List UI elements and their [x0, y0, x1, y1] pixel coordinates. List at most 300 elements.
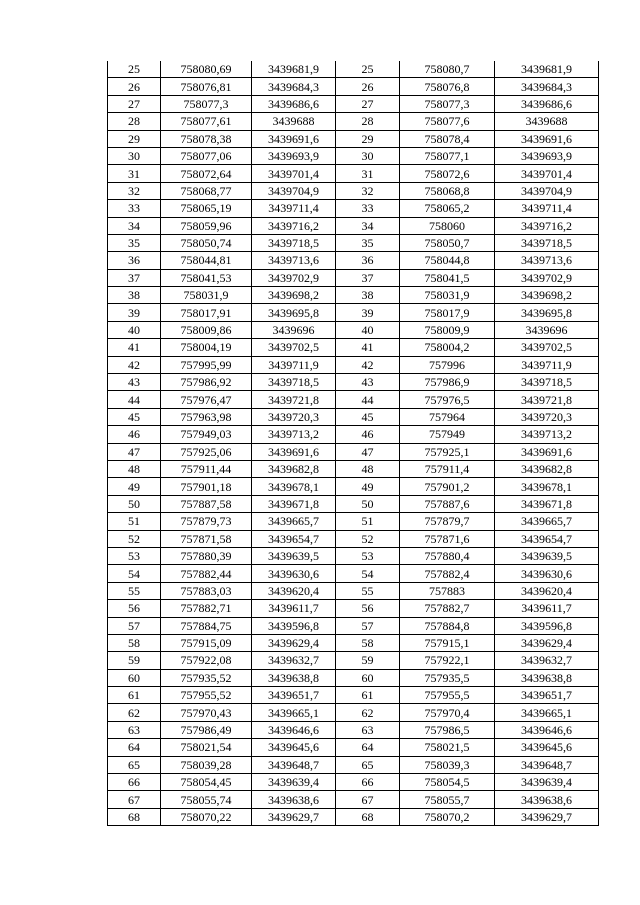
- point-number-cell: 49: [336, 478, 400, 495]
- table-row: [108, 113, 336, 130]
- point-number-cell: 68: [108, 808, 161, 825]
- y-coordinate-cell: 3439678,1: [495, 478, 599, 495]
- point-number-cell: 31: [108, 165, 161, 182]
- table-row: [108, 374, 336, 391]
- point-number-cell: 38: [108, 287, 161, 304]
- x-coordinate-cell: 757883: [400, 582, 495, 599]
- table-row: [336, 756, 599, 773]
- table-row: [336, 721, 599, 738]
- y-coordinate-cell: 3439629,4: [252, 634, 336, 651]
- x-coordinate-cell: 758077,1: [400, 147, 495, 164]
- table-row: [108, 478, 336, 495]
- table-row: [336, 478, 599, 495]
- point-number-cell: 38: [336, 287, 400, 304]
- x-coordinate-cell: 758055,74: [161, 791, 252, 808]
- y-coordinate-cell: 3439695,8: [252, 304, 336, 321]
- point-number-cell: 67: [336, 791, 400, 808]
- table-row: [108, 669, 336, 686]
- table-row: [336, 617, 599, 634]
- x-coordinate-cell: 757880,4: [400, 547, 495, 564]
- point-number-cell: 55: [108, 582, 161, 599]
- table-row: [108, 652, 336, 669]
- point-number-cell: 46: [336, 426, 400, 443]
- point-number-cell: 51: [336, 513, 400, 530]
- y-coordinate-cell: 3439688: [252, 113, 336, 130]
- point-number-cell: 40: [336, 321, 400, 338]
- y-coordinate-cell: 3439629,4: [495, 634, 599, 651]
- x-coordinate-cell: 757995,99: [161, 356, 252, 373]
- y-coordinate-cell: 3439671,8: [252, 495, 336, 512]
- x-coordinate-cell: 757879,7: [400, 513, 495, 530]
- table-row: [336, 95, 599, 112]
- x-coordinate-cell: 758068,8: [400, 182, 495, 199]
- table-row: [108, 269, 336, 286]
- y-coordinate-cell: 3439704,9: [252, 182, 336, 199]
- point-number-cell: 56: [108, 600, 161, 617]
- point-number-cell: 50: [336, 495, 400, 512]
- point-number-cell: 58: [108, 634, 161, 651]
- point-number-cell: 25: [108, 61, 161, 78]
- y-coordinate-cell: 3439596,8: [252, 617, 336, 634]
- x-coordinate-cell: 757925,06: [161, 443, 252, 460]
- point-number-cell: 53: [336, 547, 400, 564]
- point-number-cell: 47: [336, 443, 400, 460]
- table-row: [336, 217, 599, 234]
- table-row: [336, 704, 599, 721]
- x-coordinate-cell: 757922,08: [161, 652, 252, 669]
- point-number-cell: 48: [108, 460, 161, 477]
- y-coordinate-cell: 3439693,9: [252, 147, 336, 164]
- y-coordinate-cell: 3439639,5: [495, 547, 599, 564]
- x-coordinate-cell: 758077,6: [400, 113, 495, 130]
- point-number-cell: 25: [336, 61, 400, 78]
- y-coordinate-cell: 3439671,8: [495, 495, 599, 512]
- x-coordinate-cell: 757976,47: [161, 391, 252, 408]
- point-number-cell: 45: [108, 408, 161, 425]
- table-row: [336, 182, 599, 199]
- y-coordinate-cell: 3439639,5: [252, 547, 336, 564]
- table-row: [336, 739, 599, 756]
- y-coordinate-cell: 3439665,1: [495, 704, 599, 721]
- y-coordinate-cell: 3439701,4: [495, 165, 599, 182]
- point-number-cell: 51: [108, 513, 161, 530]
- table-row: [336, 356, 599, 373]
- point-number-cell: 68: [336, 808, 400, 825]
- y-coordinate-cell: 3439711,9: [252, 356, 336, 373]
- y-coordinate-cell: 3439693,9: [495, 147, 599, 164]
- x-coordinate-cell: 757871,6: [400, 530, 495, 547]
- point-number-cell: 63: [108, 721, 161, 738]
- table-row: [108, 634, 336, 651]
- y-coordinate-cell: 3439620,4: [495, 582, 599, 599]
- x-coordinate-cell: 757922,1: [400, 652, 495, 669]
- x-coordinate-cell: 757955,52: [161, 687, 252, 704]
- y-coordinate-cell: 3439638,6: [252, 791, 336, 808]
- table-row: [108, 565, 336, 582]
- x-coordinate-cell: 758009,9: [400, 321, 495, 338]
- table-row: [336, 304, 599, 321]
- x-coordinate-cell: 758078,4: [400, 130, 495, 147]
- x-coordinate-cell: 757963,98: [161, 408, 252, 425]
- y-coordinate-cell: 3439639,4: [495, 774, 599, 791]
- point-number-cell: 26: [336, 78, 400, 95]
- y-coordinate-cell: 3439611,7: [495, 600, 599, 617]
- y-coordinate-cell: 3439698,2: [252, 287, 336, 304]
- x-coordinate-cell: 757911,4: [400, 460, 495, 477]
- point-number-cell: 46: [108, 426, 161, 443]
- y-coordinate-cell: 3439720,3: [495, 408, 599, 425]
- point-number-cell: 28: [108, 113, 161, 130]
- point-number-cell: 36: [336, 252, 400, 269]
- x-coordinate-cell: 758017,91: [161, 304, 252, 321]
- point-number-cell: 37: [108, 269, 161, 286]
- table-row: [108, 304, 336, 321]
- y-coordinate-cell: 3439630,6: [495, 565, 599, 582]
- y-coordinate-cell: 3439646,6: [495, 721, 599, 738]
- point-number-cell: 66: [336, 774, 400, 791]
- x-coordinate-cell: 757882,7: [400, 600, 495, 617]
- table-row: [108, 791, 336, 808]
- table-body: [108, 61, 336, 826]
- point-number-cell: 44: [336, 391, 400, 408]
- x-coordinate-cell: 758072,64: [161, 165, 252, 182]
- x-coordinate-cell: 758004,2: [400, 339, 495, 356]
- table-body: [336, 61, 599, 826]
- y-coordinate-cell: 3439718,5: [495, 374, 599, 391]
- table-row: [108, 600, 336, 617]
- point-number-cell: 66: [108, 774, 161, 791]
- x-coordinate-cell: 758021,54: [161, 739, 252, 756]
- table-row: [108, 460, 336, 477]
- x-coordinate-cell: 757884,75: [161, 617, 252, 634]
- point-number-cell: 35: [108, 234, 161, 251]
- point-number-cell: 57: [336, 617, 400, 634]
- y-coordinate-cell: 3439696: [495, 321, 599, 338]
- x-coordinate-cell: 758072,6: [400, 165, 495, 182]
- y-coordinate-cell: 3439702,5: [495, 339, 599, 356]
- x-coordinate-cell: 758054,45: [161, 774, 252, 791]
- x-coordinate-cell: 757901,18: [161, 478, 252, 495]
- y-coordinate-cell: 3439711,9: [495, 356, 599, 373]
- x-coordinate-cell: 758039,28: [161, 756, 252, 773]
- y-coordinate-cell: 3439691,6: [495, 443, 599, 460]
- x-coordinate-cell: 757986,92: [161, 374, 252, 391]
- table-row: [336, 269, 599, 286]
- y-coordinate-cell: 3439684,3: [495, 78, 599, 95]
- table-row: [108, 513, 336, 530]
- point-number-cell: 33: [108, 200, 161, 217]
- x-coordinate-cell: 758077,06: [161, 147, 252, 164]
- y-coordinate-cell: 3439721,8: [252, 391, 336, 408]
- table-row: [336, 460, 599, 477]
- y-coordinate-cell: 3439648,7: [495, 756, 599, 773]
- x-coordinate-cell: 758017,9: [400, 304, 495, 321]
- y-coordinate-cell: 3439713,6: [252, 252, 336, 269]
- y-coordinate-cell: 3439654,7: [252, 530, 336, 547]
- table-row: [336, 287, 599, 304]
- point-number-cell: 42: [336, 356, 400, 373]
- x-coordinate-cell: 757911,44: [161, 460, 252, 477]
- table-row: [336, 634, 599, 651]
- table-row: [336, 669, 599, 686]
- y-coordinate-cell: 3439665,7: [495, 513, 599, 530]
- table-row: [336, 652, 599, 669]
- x-coordinate-cell: 757949: [400, 426, 495, 443]
- y-coordinate-cell: 3439665,7: [252, 513, 336, 530]
- y-coordinate-cell: 3439698,2: [495, 287, 599, 304]
- point-number-cell: 36: [108, 252, 161, 269]
- table-row: [108, 443, 336, 460]
- y-coordinate-cell: 3439691,6: [495, 130, 599, 147]
- table-row: [336, 234, 599, 251]
- y-coordinate-cell: 3439695,8: [495, 304, 599, 321]
- table-row: [108, 721, 336, 738]
- point-number-cell: 53: [108, 547, 161, 564]
- table-row: [108, 147, 336, 164]
- point-number-cell: 44: [108, 391, 161, 408]
- x-coordinate-cell: 758068,77: [161, 182, 252, 199]
- y-coordinate-cell: 3439718,5: [495, 234, 599, 251]
- point-number-cell: 27: [108, 95, 161, 112]
- x-coordinate-cell: 758077,3: [400, 95, 495, 112]
- x-coordinate-cell: 757915,1: [400, 634, 495, 651]
- table-row: [336, 321, 599, 338]
- y-coordinate-cell: 3439620,4: [252, 582, 336, 599]
- y-coordinate-cell: 3439596,8: [495, 617, 599, 634]
- table-row: [336, 426, 599, 443]
- y-coordinate-cell: 3439721,8: [495, 391, 599, 408]
- table-row: [108, 687, 336, 704]
- point-number-cell: 52: [336, 530, 400, 547]
- table-row: [336, 513, 599, 530]
- point-number-cell: 59: [108, 652, 161, 669]
- point-number-cell: 35: [336, 234, 400, 251]
- point-number-cell: 27: [336, 95, 400, 112]
- table-row: [336, 130, 599, 147]
- y-coordinate-cell: 3439704,9: [495, 182, 599, 199]
- x-coordinate-cell: 758004,19: [161, 339, 252, 356]
- x-coordinate-cell: 758078,38: [161, 130, 252, 147]
- table-row: [108, 408, 336, 425]
- point-number-cell: 43: [336, 374, 400, 391]
- point-number-cell: 39: [108, 304, 161, 321]
- point-number-cell: 49: [108, 478, 161, 495]
- y-coordinate-cell: 3439638,6: [495, 791, 599, 808]
- table-row: [336, 200, 599, 217]
- x-coordinate-cell: 758039,3: [400, 756, 495, 773]
- x-coordinate-cell: 758041,5: [400, 269, 495, 286]
- x-coordinate-cell: 758077,3: [161, 95, 252, 112]
- y-coordinate-cell: 3439691,6: [252, 443, 336, 460]
- y-coordinate-cell: 3439718,5: [252, 234, 336, 251]
- x-coordinate-cell: 757871,58: [161, 530, 252, 547]
- table-row: [108, 774, 336, 791]
- point-number-cell: 64: [108, 739, 161, 756]
- y-coordinate-cell: 3439684,3: [252, 78, 336, 95]
- table-row: [336, 391, 599, 408]
- table-row: [108, 756, 336, 773]
- y-coordinate-cell: 3439718,5: [252, 374, 336, 391]
- point-number-cell: 31: [336, 165, 400, 182]
- y-coordinate-cell: 3439686,6: [252, 95, 336, 112]
- y-coordinate-cell: 3439682,8: [495, 460, 599, 477]
- y-coordinate-cell: 3439702,9: [495, 269, 599, 286]
- x-coordinate-cell: 757882,71: [161, 600, 252, 617]
- table-row: [108, 495, 336, 512]
- point-number-cell: 62: [336, 704, 400, 721]
- table-row: [108, 217, 336, 234]
- point-number-cell: 54: [108, 565, 161, 582]
- y-coordinate-cell: 3439713,2: [495, 426, 599, 443]
- x-coordinate-cell: 757915,09: [161, 634, 252, 651]
- y-coordinate-cell: 3439645,6: [495, 739, 599, 756]
- point-number-cell: 65: [108, 756, 161, 773]
- table-row: [336, 374, 599, 391]
- x-coordinate-cell: 758065,2: [400, 200, 495, 217]
- point-number-cell: 64: [336, 739, 400, 756]
- y-coordinate-cell: 3439645,6: [252, 739, 336, 756]
- table-row: [108, 130, 336, 147]
- table-row: [108, 739, 336, 756]
- table-row: [336, 530, 599, 547]
- y-coordinate-cell: 3439691,6: [252, 130, 336, 147]
- point-number-cell: 62: [108, 704, 161, 721]
- y-coordinate-cell: 3439648,7: [252, 756, 336, 773]
- table-row: [108, 234, 336, 251]
- table-row: [336, 808, 599, 825]
- x-coordinate-cell: 758031,9: [400, 287, 495, 304]
- x-coordinate-cell: 758055,7: [400, 791, 495, 808]
- table-row: [108, 165, 336, 182]
- x-coordinate-cell: 758044,8: [400, 252, 495, 269]
- y-coordinate-cell: 3439638,8: [495, 669, 599, 686]
- point-number-cell: 30: [336, 147, 400, 164]
- table-row: [336, 687, 599, 704]
- point-number-cell: 32: [336, 182, 400, 199]
- point-number-cell: 37: [336, 269, 400, 286]
- x-coordinate-cell: 758041,53: [161, 269, 252, 286]
- table-row: [336, 582, 599, 599]
- y-coordinate-cell: 3439632,7: [252, 652, 336, 669]
- point-number-cell: 33: [336, 200, 400, 217]
- y-coordinate-cell: 3439629,7: [495, 808, 599, 825]
- table-row: [108, 704, 336, 721]
- point-number-cell: 61: [108, 687, 161, 704]
- point-number-cell: 57: [108, 617, 161, 634]
- table-row: [336, 165, 599, 182]
- table-row: [336, 113, 599, 130]
- x-coordinate-cell: 757970,4: [400, 704, 495, 721]
- x-coordinate-cell: 757970,43: [161, 704, 252, 721]
- table-row: [108, 547, 336, 564]
- table-row: [108, 391, 336, 408]
- table-row: [336, 565, 599, 582]
- table-row: [336, 495, 599, 512]
- table-row: [108, 182, 336, 199]
- table-row: [108, 78, 336, 95]
- point-number-cell: 47: [108, 443, 161, 460]
- y-coordinate-cell: 3439630,6: [252, 565, 336, 582]
- table-row: [108, 617, 336, 634]
- x-coordinate-cell: 757976,5: [400, 391, 495, 408]
- x-coordinate-cell: 758070,22: [161, 808, 252, 825]
- x-coordinate-cell: 758054,5: [400, 774, 495, 791]
- point-number-cell: 29: [108, 130, 161, 147]
- y-coordinate-cell: 3439611,7: [252, 600, 336, 617]
- table-row: [336, 547, 599, 564]
- x-coordinate-cell: 758080,7: [400, 61, 495, 78]
- x-coordinate-cell: 758070,2: [400, 808, 495, 825]
- table-row: [108, 426, 336, 443]
- x-coordinate-cell: 757935,5: [400, 669, 495, 686]
- x-coordinate-cell: 758050,7: [400, 234, 495, 251]
- x-coordinate-cell: 758065,19: [161, 200, 252, 217]
- table-row: [336, 600, 599, 617]
- point-number-cell: 55: [336, 582, 400, 599]
- point-number-cell: 60: [336, 669, 400, 686]
- point-number-cell: 40: [108, 321, 161, 338]
- y-coordinate-cell: 3439711,4: [252, 200, 336, 217]
- table-row: [336, 61, 599, 78]
- y-coordinate-cell: 3439678,1: [252, 478, 336, 495]
- point-number-cell: 43: [108, 374, 161, 391]
- y-coordinate-cell: 3439638,8: [252, 669, 336, 686]
- coordinates-table-left: [107, 61, 336, 826]
- x-coordinate-cell: 757883,03: [161, 582, 252, 599]
- table-row: [108, 582, 336, 599]
- point-number-cell: 67: [108, 791, 161, 808]
- table-row: [336, 791, 599, 808]
- x-coordinate-cell: 757955,5: [400, 687, 495, 704]
- x-coordinate-cell: 757986,49: [161, 721, 252, 738]
- table-row: [108, 808, 336, 825]
- x-coordinate-cell: 758044,81: [161, 252, 252, 269]
- y-coordinate-cell: 3439629,7: [252, 808, 336, 825]
- y-coordinate-cell: 3439696: [252, 321, 336, 338]
- x-coordinate-cell: 757884,8: [400, 617, 495, 634]
- point-number-cell: 50: [108, 495, 161, 512]
- table-row: [108, 252, 336, 269]
- table-row: [336, 78, 599, 95]
- x-coordinate-cell: 757964: [400, 408, 495, 425]
- x-coordinate-cell: 757879,73: [161, 513, 252, 530]
- point-number-cell: 39: [336, 304, 400, 321]
- point-number-cell: 60: [108, 669, 161, 686]
- y-coordinate-cell: 3439701,4: [252, 165, 336, 182]
- x-coordinate-cell: 758009,86: [161, 321, 252, 338]
- x-coordinate-cell: 757901,2: [400, 478, 495, 495]
- point-number-cell: 34: [108, 217, 161, 234]
- x-coordinate-cell: 757986,9: [400, 374, 495, 391]
- y-coordinate-cell: 3439665,1: [252, 704, 336, 721]
- y-coordinate-cell: 3439681,9: [252, 61, 336, 78]
- x-coordinate-cell: 757925,1: [400, 443, 495, 460]
- table-row: [108, 287, 336, 304]
- table-row: [336, 147, 599, 164]
- table-row: [108, 356, 336, 373]
- y-coordinate-cell: 3439646,6: [252, 721, 336, 738]
- point-number-cell: 34: [336, 217, 400, 234]
- point-number-cell: 63: [336, 721, 400, 738]
- y-coordinate-cell: 3439720,3: [252, 408, 336, 425]
- point-number-cell: 32: [108, 182, 161, 199]
- point-number-cell: 45: [336, 408, 400, 425]
- y-coordinate-cell: 3439716,2: [252, 217, 336, 234]
- y-coordinate-cell: 3439711,4: [495, 200, 599, 217]
- y-coordinate-cell: 3439713,6: [495, 252, 599, 269]
- y-coordinate-cell: 3439713,2: [252, 426, 336, 443]
- point-number-cell: 65: [336, 756, 400, 773]
